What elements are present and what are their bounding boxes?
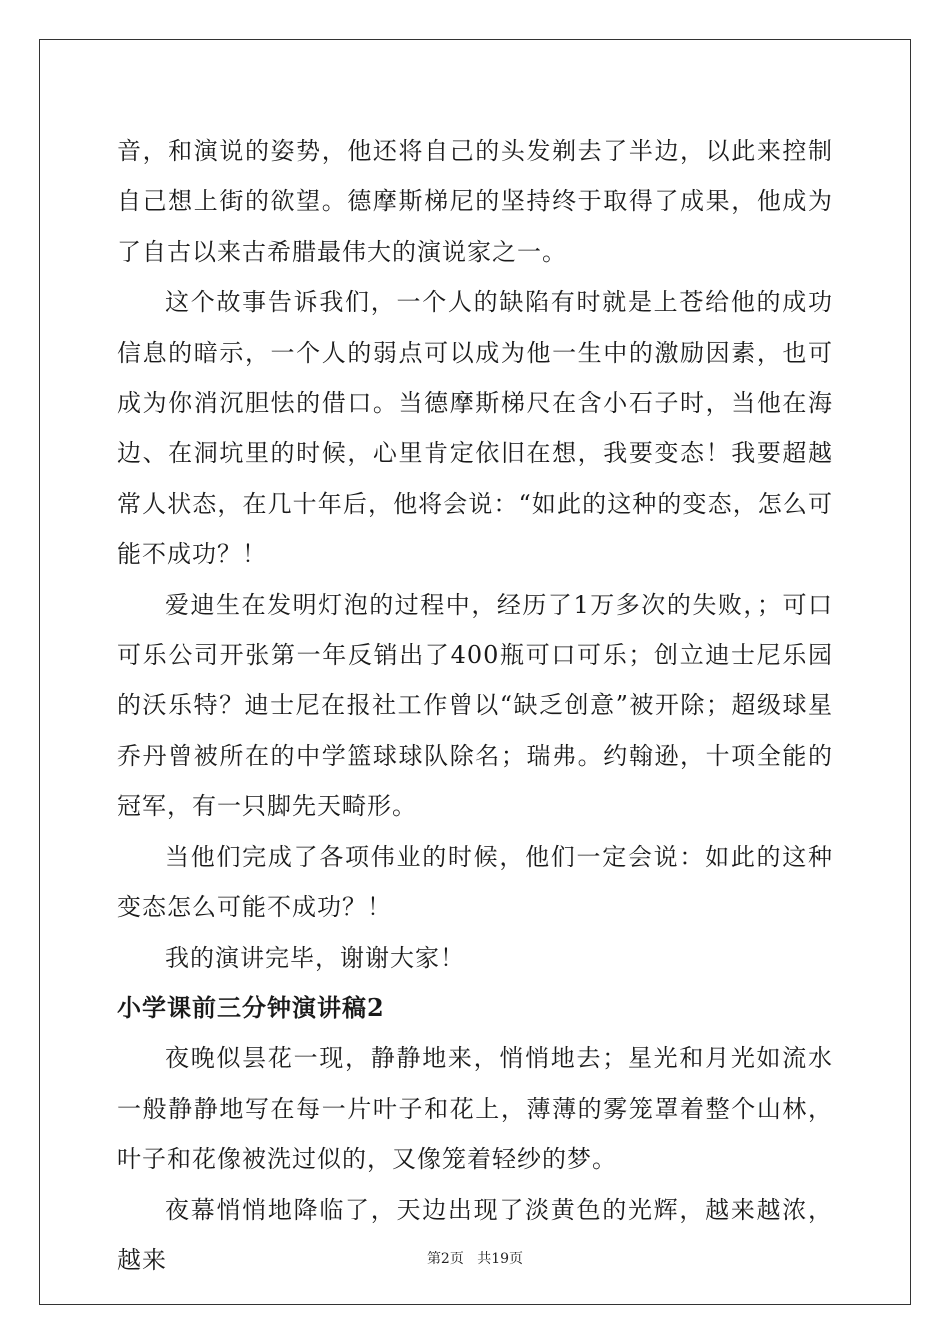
document-body	[117, 126, 833, 1285]
paragraph: 爱迪生在发明灯泡的过程中，经历了1万多次的失败，；可口可乐公司开张第一年反销出了400瓶可口可乐；创立迪士尼乐园的沃乐特？迪士尼在报社工作曾以“缺乏创意”被开除；超级球星乔丹曾被所在的中学篮球球队除名；瑞弗。约翰逊，十项全能的冠军，有一只脚先天畸形。	[117, 590, 833, 821]
paragraph: 这个故事告诉我们，一个人的缺陷有时就是上苍给他的成功信息的暗示，一个人的弱点可以成为他一生中的激励因素，也可成为你消沉胆怯的借口。当德摩斯梯尺在含小石子时，当他在海边、在洞坑里的时候，心里肯定依旧在想，我要变态！我要超越常人状态，在几十年后，他将会说：“如此的这种的变态，怎么可能不成功？！	[117, 288, 833, 569]
footer-spacer	[464, 1251, 477, 1267]
paragraph: 当他们完成了各项伟业的时候，他们一定会说：如此的这种变态怎么可能不成功？！	[117, 842, 833, 922]
paragraph: 我的演讲完毕，谢谢大家！	[165, 943, 465, 972]
page-number: 第2页	[426, 1251, 464, 1267]
paragraph: 音，和演说的姿势，他还将自己的头发剃去了半边，以此来控制自己想上街的欲望。德摩斯梯尼的坚持终于取得了成果，他成为了自古以来古希腊最伟大的演说家之一。	[117, 137, 833, 266]
paragraph: 夜幕悄悄地降临了，天边出现了淡黄色的光辉，越来越浓，越来	[117, 1195, 833, 1274]
total-pages: 共19页	[477, 1251, 524, 1267]
page-footer	[0, 1248, 950, 1268]
section-heading: 小学课前三分钟演讲稿2	[117, 992, 385, 1022]
paragraph: 夜晚似昙花一现，静静地来，悄悄地去；星光和月光如流水一般静静地写在每一片叶子和花上，薄薄的雾笼罩着整个山林，叶子和花像被洗过似的，又像笼着轻纱的梦。	[117, 1044, 833, 1174]
